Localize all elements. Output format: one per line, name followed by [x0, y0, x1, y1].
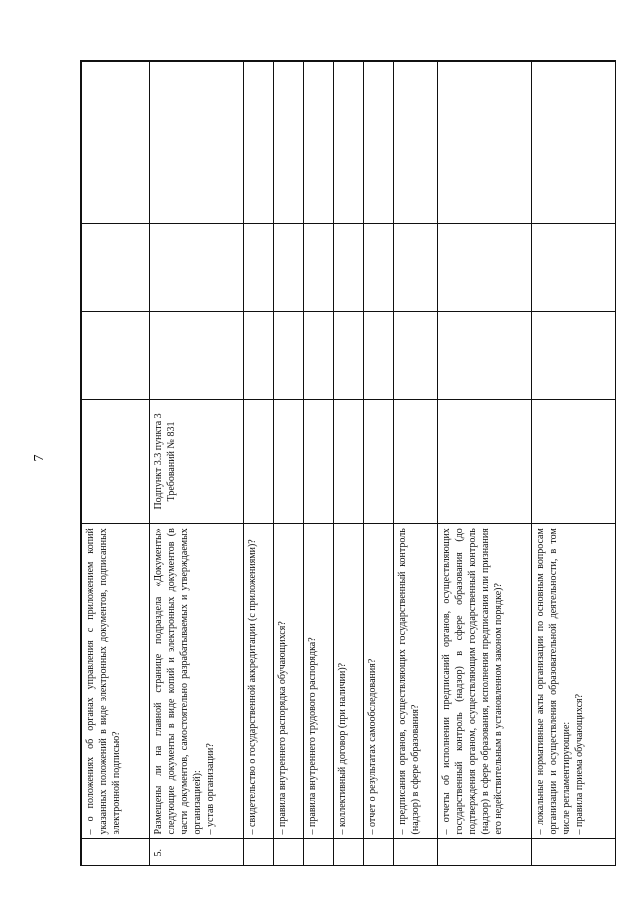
question-text: – отчеты об исполнении предписаний органов, осуществляющих государственный контроль (надзор) в сфере образования (до подтверждения органом, осуществляющим государственный контроль (надзор) в сфере образования, исполнения предписания или признания его недействительным в установленном законом порядке)? [441, 528, 504, 835]
reference-cell [364, 399, 394, 523]
question-text: – о положениях об органах управления с приложением копий указанных положений в виде электронных документов, подписанных электронной подписью? [85, 528, 122, 835]
table-row [334, 62, 364, 867]
row-number-cell [364, 839, 394, 866]
row-number-cell [82, 839, 150, 866]
empty-answer-cell [394, 224, 438, 312]
row-number-cell [274, 839, 304, 866]
empty-answer-cell [82, 224, 150, 312]
empty-answer-cell [438, 311, 532, 399]
row-number-cell [304, 839, 334, 866]
reference-cell [394, 399, 438, 523]
empty-answer-cell [532, 311, 617, 399]
reference-cell [304, 399, 334, 523]
question-text: – отчет о результатах самообследования? [367, 658, 378, 835]
empty-answer-cell [244, 62, 274, 224]
empty-answer-cell [334, 62, 364, 224]
empty-answer-cell [334, 311, 364, 399]
empty-answer-cell [394, 311, 438, 399]
question-cell [304, 524, 334, 839]
question-cell [334, 524, 364, 839]
empty-answer-cell [304, 224, 334, 312]
empty-answer-cell [438, 62, 532, 224]
empty-answer-cell [438, 224, 532, 312]
reference-cell [334, 399, 364, 523]
table-body [82, 62, 617, 867]
question-text: – предписания органов, осуществляющих государственный контроль (надзор) в сфере образования? [397, 528, 421, 835]
document-table-frame [80, 60, 616, 866]
question-text: – коллективный договор (при наличии)? [337, 662, 348, 835]
table-row [274, 62, 304, 867]
table-row [82, 62, 150, 867]
empty-answer-cell [364, 62, 394, 224]
row-number-cell [438, 839, 532, 866]
empty-answer-cell [304, 62, 334, 224]
question-text: – правила внутреннего трудового распорядка? [307, 637, 318, 835]
question-cell [244, 524, 274, 839]
empty-answer-cell [150, 62, 244, 224]
empty-answer-cell [150, 311, 244, 399]
empty-answer-cell [394, 62, 438, 224]
empty-answer-cell [334, 224, 364, 312]
empty-answer-cell [274, 62, 304, 224]
question-cell [532, 524, 617, 839]
question-cell [438, 524, 532, 839]
table-row [394, 62, 438, 867]
empty-answer-cell [274, 224, 304, 312]
empty-answer-cell [532, 62, 617, 224]
requirements-table [81, 61, 616, 866]
empty-answer-cell [304, 311, 334, 399]
table-row [532, 62, 617, 867]
empty-answer-cell [532, 224, 617, 312]
question-text: Размещены ли на главной странице подраздела «Документы» следующие документы в виде копий и электронных документов (в части документов, самостоятельно разрабатываемых и утверждаемых организацией): [153, 528, 203, 835]
empty-answer-cell [244, 224, 274, 312]
empty-answer-cell [244, 311, 274, 399]
rotated-table-wrapper [81, 61, 616, 866]
empty-answer-cell [274, 311, 304, 399]
reference-cell [244, 399, 274, 523]
empty-answer-cell [364, 311, 394, 399]
question-text: – локальные нормативные акты организации по основным вопросам организации и осуществления образовательной деятельности, в том числе регламентирующие: [535, 528, 572, 835]
table-row [150, 62, 244, 867]
reference-cell [82, 399, 150, 523]
question-cell [82, 524, 150, 839]
row-number-cell: 5. [150, 839, 244, 866]
row-number-cell [532, 839, 617, 866]
empty-answer-cell [82, 311, 150, 399]
question-text: – устав организации? [205, 743, 216, 835]
reference-cell [438, 399, 532, 523]
reference-cell: Подпункт 3.3 пункта 3 Требований № 831 [150, 399, 244, 523]
table-row [364, 62, 394, 867]
question-cell [364, 524, 394, 839]
row-number-cell [334, 839, 364, 866]
empty-answer-cell [364, 224, 394, 312]
reference-cell [532, 399, 617, 523]
reference-cell [274, 399, 304, 523]
question-cell [150, 524, 244, 839]
page-number: 7 [32, 454, 47, 462]
empty-answer-cell [150, 224, 244, 312]
table-row [304, 62, 334, 867]
question-text: – правила приема обучающихся? [574, 693, 585, 835]
question-text: – правила внутреннего распорядка обучающихся? [277, 621, 288, 835]
question-cell [394, 524, 438, 839]
table-row [438, 62, 532, 867]
question-cell [274, 524, 304, 839]
question-text: – свидетельство о государственной аккредитации (с приложениями)? [247, 539, 258, 835]
table-row [244, 62, 274, 867]
row-number-cell [394, 839, 438, 866]
empty-answer-cell [82, 62, 150, 224]
row-number-cell [244, 839, 274, 866]
